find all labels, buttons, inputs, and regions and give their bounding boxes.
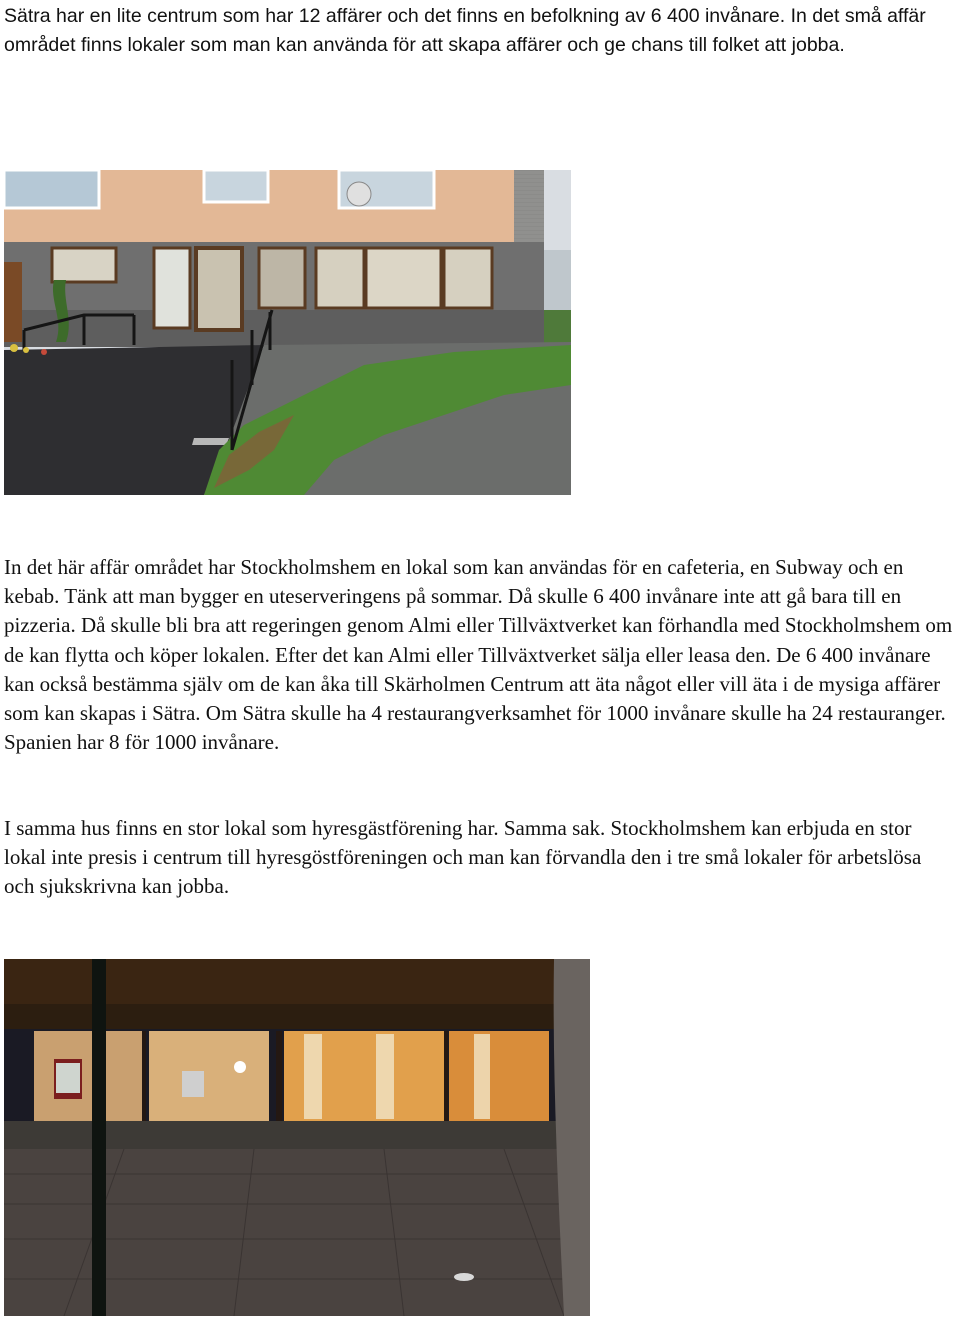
body-paragraph-1: In det här affär området har Stockholmshem en lokal som kan användas för en cafeteria, en Subway och en kebab. Tänk att man bygger en uteserveringens på sommar. Då skulle 6 400 invånare inte att gå bara till en pizzeria. Då skulle bli bra att regeringen genom Almi eller Tillväxtverket kan förhandla med Stockholmshem om de kan flytta och köper lokalen. Efter det kan Almi eller Tillväxtverket sälja eller leasa den. De 6 400 invånare kan också bestämma själv om de kan åka till Skärholmen Centrum att äta något eller vill äta i de mysiga affärer som kan skapas i Sätra. Om Sätra skulle ha 4 restaurangverksamhet för 1000 invånare skulle ha 24 restauranger. Spanien har 8 för 1000 invånare. bbox=[4, 555, 953, 755]
photo-building-exterior bbox=[4, 170, 571, 495]
intro-paragraph: Sätra har en lite centrum som har 12 affärer och det finns en befolkning av 6 400 invånare. In det små affär området finns lokaler som man kan använda för att skapa affärer och ge chans till folket att jobba. bbox=[4, 5, 926, 56]
body-paragraph-2: I samma hus finns en stor lokal som hyresgästförening har. Samma sak. Stockholmshem kan erbjuda en stor lokal inte presis i centrum till hyresgöstföreningen och man kan förvandla den i tre små lokaler för arbetslösa och sjukskrivna kan jobba. bbox=[4, 816, 922, 899]
photo-building-dusk bbox=[4, 959, 590, 1316]
